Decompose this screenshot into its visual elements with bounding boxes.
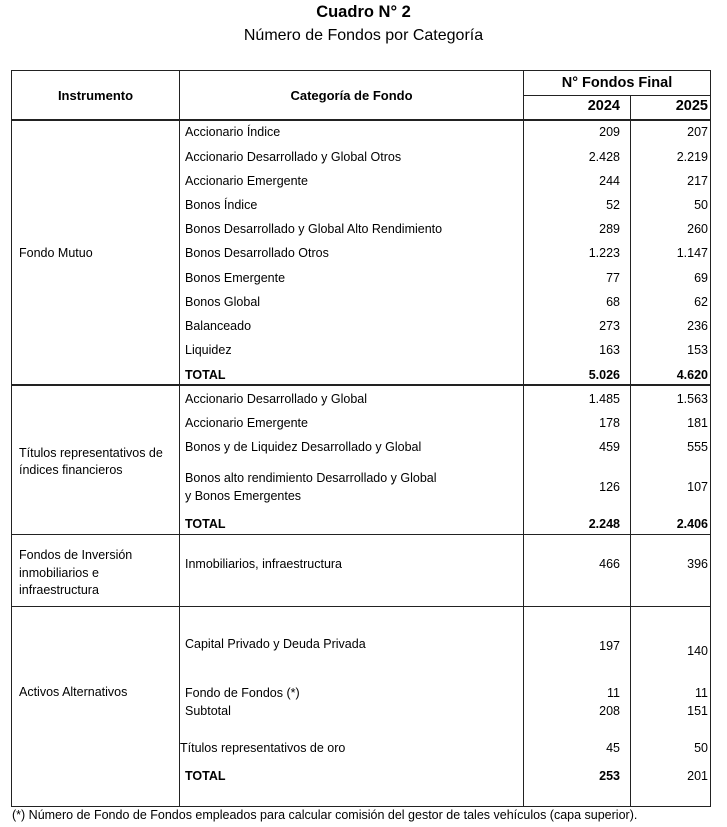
- value-2024: 1.485: [588, 392, 620, 406]
- subtotal-2025: 151: [687, 704, 708, 718]
- categoria: Capital Privado y Deuda Privada: [185, 637, 366, 651]
- categoria-line2: y Bonos Emergentes: [185, 489, 302, 503]
- categoria: Fondo de Fondos (*): [185, 686, 300, 700]
- categoria-line1: Bonos alto rendimiento Desarrollado y Global: [185, 471, 437, 485]
- instrumento-fondos-inversion-line2: inmobiliarios e: [19, 566, 99, 580]
- categoria: Bonos Índice: [185, 198, 258, 212]
- value-2025: 1.563: [676, 392, 708, 406]
- subtotal-2024: 208: [599, 704, 620, 718]
- value-2024: 68: [606, 295, 620, 309]
- row-divider: [12, 119, 710, 121]
- value-2025: 1.147: [676, 246, 708, 260]
- instrumento-fondos-inversion-line1: Fondos de Inversión: [19, 548, 133, 562]
- table-title: Cuadro N° 2: [316, 3, 411, 21]
- instrumento-activos-alternativos: Activos Alternativos: [19, 685, 128, 699]
- categoria: Accionario Índice: [185, 125, 281, 139]
- value-2025: 236: [687, 319, 708, 333]
- value-2025: 396: [687, 557, 708, 571]
- value-2024: 178: [599, 416, 620, 430]
- instrumento-fondos-inversion-line3: infraestructura: [19, 583, 99, 597]
- total-label: TOTAL: [185, 769, 226, 783]
- subtotal-label: Subtotal: [185, 704, 231, 718]
- row-divider: [12, 384, 710, 386]
- instrumento-titulos-indices-line1: Títulos representativos de: [19, 446, 163, 460]
- total-2025: 2.406: [676, 517, 708, 531]
- total-2025: 4.620: [676, 368, 708, 382]
- value-2025: 2.219: [676, 150, 708, 164]
- value-2025: 50: [694, 198, 708, 212]
- value-2025: 11: [695, 686, 708, 700]
- categoria: Bonos Desarrollado y Global Alto Rendimiento: [185, 222, 443, 236]
- value-2024: 11: [607, 686, 620, 700]
- categoria: Bonos Global: [185, 295, 261, 309]
- total-label: TOTAL: [185, 517, 226, 531]
- header-2024: 2024: [587, 98, 620, 114]
- categoria: Bonos Emergente: [185, 271, 286, 285]
- categoria: Accionario Emergente: [185, 416, 308, 430]
- value-2025: 207: [687, 125, 708, 139]
- value-2024: 244: [599, 174, 620, 188]
- value-2024: 289: [599, 222, 620, 236]
- value-2024: 45: [606, 741, 620, 755]
- value-2024: 197: [599, 639, 620, 653]
- value-2024: 2.428: [588, 150, 620, 164]
- value-2024: 273: [599, 319, 620, 333]
- value-2025: 260: [687, 222, 708, 236]
- categoria: Bonos y de Liquidez Desarrollado y Global: [185, 440, 422, 454]
- value-2025: 50: [694, 741, 708, 755]
- footnote: (*) Número de Fondo de Fondos empleados para calcular comisión del gestor de tales vehículos (capa superior).: [12, 808, 638, 822]
- value-2025: 140: [687, 644, 708, 658]
- value-2024: 52: [606, 198, 620, 212]
- value-2025: 69: [694, 271, 708, 285]
- total-2024: 5.026: [588, 368, 620, 382]
- value-2025: 153: [687, 343, 708, 357]
- funds-table: [11, 70, 711, 807]
- categoria: Títulos representativos de oro: [180, 741, 346, 755]
- value-2024: 466: [599, 557, 620, 571]
- table-subtitle: Número de Fondos por Categoría: [243, 27, 484, 44]
- row-divider: [523, 95, 711, 96]
- value-2025: 181: [687, 416, 708, 430]
- categoria: Inmobiliarios, infraestructura: [185, 557, 343, 571]
- categoria: Bonos Desarrollado Otros: [185, 246, 329, 260]
- value-2025: 62: [694, 295, 708, 309]
- categoria: Accionario Emergente: [185, 174, 308, 188]
- value-2024: 77: [606, 271, 620, 285]
- value-2024: 209: [599, 125, 620, 139]
- header-instrumento: Instrumento: [57, 88, 134, 103]
- categoria: Accionario Desarrollado y Global Otros: [185, 150, 402, 164]
- row-divider: [12, 606, 710, 607]
- instrumento-titulos-indices-line2: índices financieros: [19, 463, 123, 477]
- row-divider: [12, 534, 710, 535]
- total-label: TOTAL: [185, 368, 226, 382]
- total-2024: 253: [599, 769, 620, 783]
- value-2025: 217: [687, 174, 708, 188]
- value-2024: 1.223: [588, 246, 620, 260]
- categoria: Accionario Desarrollado y Global: [185, 392, 368, 406]
- value-2024: 163: [599, 343, 620, 357]
- header-2025: 2025: [675, 98, 708, 114]
- value-2024: 459: [599, 440, 620, 454]
- value-2024: 126: [599, 480, 620, 494]
- categoria: Balanceado: [185, 319, 252, 333]
- col-divider: [179, 71, 180, 806]
- categoria: Liquidez: [185, 343, 232, 357]
- header-categoria: Categoría de Fondo: [290, 88, 413, 103]
- instrumento-fondo-mutuo: Fondo Mutuo: [19, 246, 93, 260]
- total-2025: 201: [687, 769, 708, 783]
- total-2024: 2.248: [588, 517, 620, 531]
- value-2025: 107: [687, 480, 708, 494]
- value-2025: 555: [687, 440, 708, 454]
- header-n-fondos-final: N° Fondos Final: [561, 75, 673, 91]
